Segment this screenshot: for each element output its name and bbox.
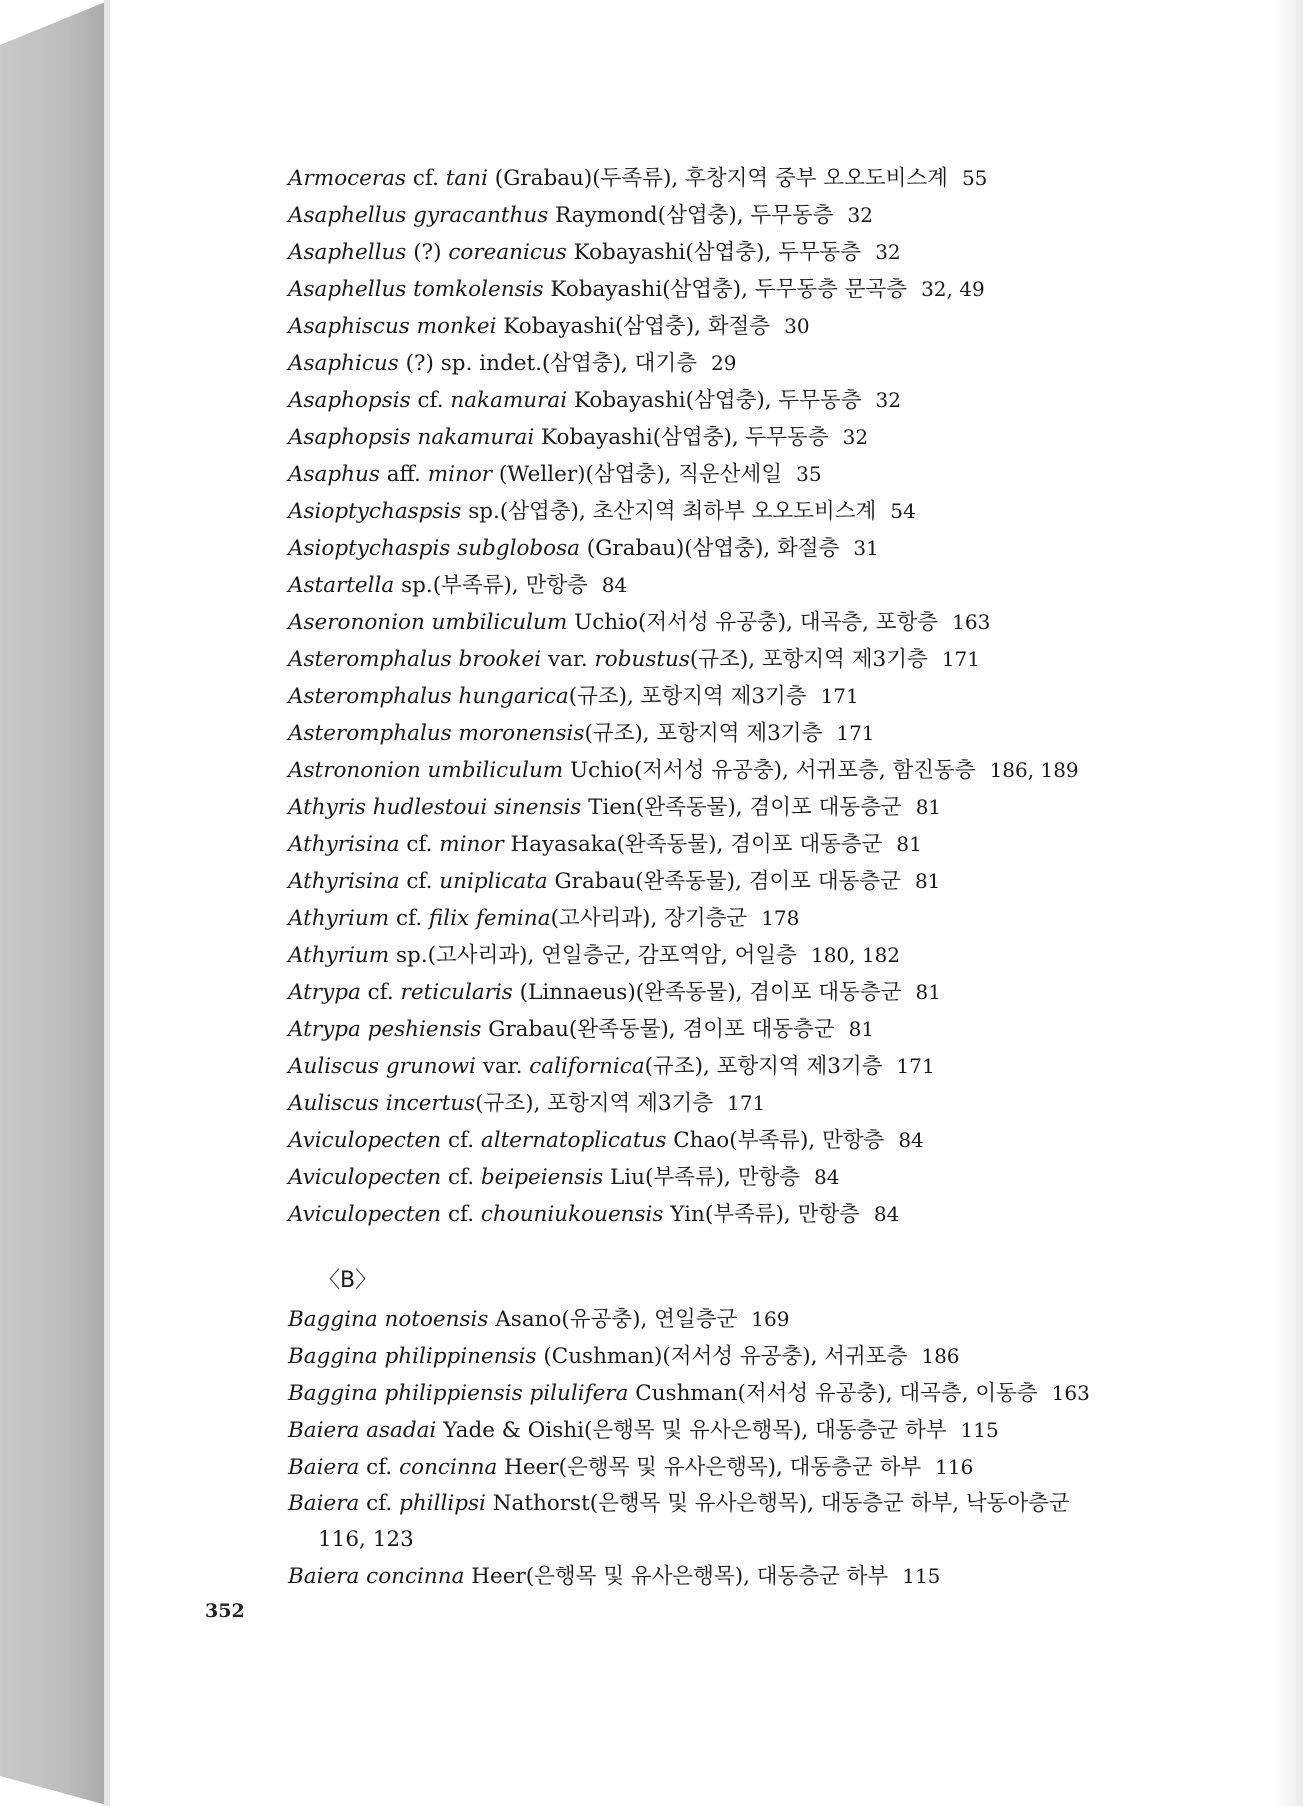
entry-text: cf. <box>399 869 440 894</box>
page-ref: 84 <box>814 1165 840 1189</box>
entry-text: (Cushman)(저서성 유공충), 서귀포층 <box>536 1344 908 1369</box>
taxon-name: Aviculopecten <box>288 1128 442 1153</box>
entry-text-2: Grabau(완족동물), 겸이포 대동층군 <box>547 869 901 894</box>
entry-text: cf. <box>441 1202 481 1227</box>
index-entry <box>288 1375 1248 1412</box>
taxon-name: Asaphiscus monkei <box>288 314 497 339</box>
page-ref: 84 <box>898 1128 924 1152</box>
entry-text: var. <box>541 647 595 672</box>
page-right-edge <box>1275 0 1303 1806</box>
entry-text: (?) <box>406 240 449 265</box>
entry-text-2: Liu(부족류), 만항층 <box>603 1165 801 1190</box>
entry-text: Kobayashi(삼엽충), 두무동층 문곡층 <box>543 277 908 302</box>
taxon-epithet: californica <box>529 1054 645 1079</box>
entry-text: Raymond(삼엽충), 두무동층 <box>548 203 834 228</box>
taxon-name: Baggina philippiensis pilulifera <box>288 1381 629 1406</box>
index-entry <box>288 1486 1248 1522</box>
taxon-name: Athyris hudlestoui sinensis <box>288 795 582 820</box>
taxon-epithet: tani <box>445 166 488 191</box>
entry-text: sp.(부족류), 만항층 <box>394 573 588 598</box>
entry-text-2: (규조), 포항지역 제3기층 <box>689 647 928 672</box>
page-ref: 31 <box>853 536 879 560</box>
entry-text: cf. <box>359 1491 400 1516</box>
page-ref: 29 <box>710 351 737 375</box>
entry-text: Tien(완족동물), 겸이포 대동층군 <box>581 795 902 820</box>
page-ref: 54 <box>890 499 916 523</box>
index-entry <box>288 419 1248 456</box>
index-entry <box>288 1449 1248 1486</box>
entry-text: cf. <box>360 980 401 1005</box>
index-entry <box>288 493 1248 530</box>
page-ref: 171 <box>896 1054 935 1078</box>
index-entry <box>288 863 1248 900</box>
entry-text: Uchio(저서성 유공충), 대곡층, 포항층 <box>567 610 939 635</box>
index-entry <box>288 160 1248 197</box>
entry-text: (Grabau)(삼엽충), 화절층 <box>579 536 840 561</box>
entry-text-2: (고사리과), 장기층군 <box>550 906 748 931</box>
entry-text: Grabau(완족동물), 겸이포 대동층군 <box>481 1017 835 1042</box>
entry-text: sp.(삼엽충), 초산지역 최하부 오오도비스계 <box>461 499 877 524</box>
page-ref: 163 <box>1051 1381 1090 1405</box>
index-entry <box>288 197 1248 234</box>
index-entry <box>288 271 1248 308</box>
taxon-epithet: minor <box>439 832 504 857</box>
page-ref: 35 <box>796 462 822 486</box>
taxon-epithet: reticularis <box>400 980 513 1005</box>
taxon-name: Asaphellus tomkolensis <box>288 277 544 302</box>
page-ref: 32 <box>842 425 869 449</box>
page-ref: 81 <box>915 980 941 1004</box>
index-entry <box>288 604 1248 641</box>
entry-text: Heer(은행목 및 유사은행목), 대동층군 하부 <box>464 1564 889 1589</box>
index-entry <box>288 308 1248 345</box>
entry-text: (규조), 포항지역 제3기층 <box>584 721 823 746</box>
entry-text-2: (Weller)(삼엽충), 직운산세일 <box>492 462 783 487</box>
page-ref: 171 <box>941 647 980 671</box>
index-entry <box>288 1338 1248 1375</box>
index-entry <box>288 937 1248 974</box>
taxon-epithet: coreanicus <box>448 240 567 265</box>
page-ref: 171 <box>836 721 875 745</box>
page-ref: 169 <box>751 1307 790 1331</box>
entry-text: cf. <box>359 1455 400 1480</box>
page-ref: 115 <box>960 1418 999 1442</box>
page-ref: 81 <box>914 869 941 893</box>
page-ref: 32 <box>875 388 901 412</box>
page-ref: 186, 189 <box>989 758 1079 782</box>
taxon-name: Asaphus <box>288 462 380 487</box>
page-ref: 81 <box>915 795 942 819</box>
index-entry <box>288 715 1248 752</box>
taxon-name: Armoceras <box>288 166 407 191</box>
entry-text: cf. <box>410 388 451 413</box>
taxon-name: Asaphopsis <box>288 388 411 413</box>
page-ref: 84 <box>601 573 628 597</box>
page-ref: 30 <box>784 314 810 338</box>
entry-text: aff. <box>379 462 428 487</box>
entry-text: (?) sp. indet.(삼엽충), 대기층 <box>398 351 697 376</box>
taxon-name: Atrypa peshiensis <box>288 1017 482 1042</box>
entry-text: (규조), 포항지역 제3기층 <box>568 684 807 709</box>
entry-text-2: (규조), 포항지역 제3기층 <box>644 1054 883 1079</box>
entry-text: cf. <box>441 1128 481 1153</box>
taxon-name: Asaphellus <box>288 240 407 265</box>
page-ref: 84 <box>873 1202 900 1226</box>
taxon-epithet: robustus <box>594 647 690 672</box>
taxon-name: Atrypa <box>288 980 361 1005</box>
taxon-name: Astrononion umbiliculum <box>288 758 564 783</box>
taxon-epithet: uniplicata <box>439 869 548 894</box>
taxon-name: Baiera concinna <box>288 1564 465 1589</box>
page-ref: 32, 49 <box>921 277 985 301</box>
taxon-epithet: beipeiensis <box>480 1165 604 1190</box>
index-entry <box>288 234 1248 271</box>
page-ref: 81 <box>896 832 922 856</box>
taxon-name: Baiera <box>288 1491 360 1516</box>
entry-text-2: (Grabau)(두족류), 후창지역 중부 오오도비스계 <box>487 166 948 191</box>
taxon-name: Aserononion umbiliculum <box>288 610 568 635</box>
index-entry <box>288 1196 1248 1233</box>
entry-text-2: Hayasaka(완족동물), 겸이포 대동층군 <box>503 832 883 857</box>
page-ref: 55 <box>961 166 988 190</box>
page-ref: 171 <box>727 1091 766 1115</box>
taxon-name: Baggina philippinensis <box>288 1344 537 1369</box>
page-ref: 171 <box>820 684 859 708</box>
entry-text: cf. <box>399 832 440 857</box>
taxon-epithet: nakamurai <box>450 388 568 413</box>
index-entry <box>288 1412 1248 1449</box>
taxon-name: Astartella <box>288 573 395 598</box>
entry-text: cf. <box>389 906 429 931</box>
section-b-heading: 〈B〉 <box>318 1268 378 1293</box>
book-page <box>110 0 1275 1806</box>
entry-text: cf. <box>406 166 446 191</box>
entry-text: var. <box>475 1054 530 1079</box>
index-list-a <box>288 160 1248 1233</box>
taxon-name: Baiera <box>288 1455 360 1480</box>
index-list-b <box>288 1301 1248 1595</box>
entry-text: Kobayashi(삼엽충), 두무동층 <box>534 425 829 450</box>
entry-text: Yade & Oishi(은행목 및 유사은행목), 대동층군 하부 <box>436 1418 947 1443</box>
index-entry <box>288 345 1248 382</box>
taxon-name: Auliscus incertus <box>288 1091 476 1116</box>
index-entry <box>288 1558 1248 1595</box>
index-entry <box>288 1122 1248 1159</box>
taxon-epithet: phillipsi <box>399 1491 486 1516</box>
entry-text: Cushman(저서성 유공충), 대곡층, 이동층 <box>628 1381 1038 1406</box>
index-entry <box>288 1011 1248 1048</box>
index-entry <box>288 752 1248 789</box>
entry-text: cf. <box>441 1165 481 1190</box>
page-ref: 81 <box>848 1017 875 1041</box>
index-entry <box>288 974 1248 1011</box>
taxon-name: Asteromphalus moronensis <box>288 721 585 746</box>
index-entry <box>288 456 1248 493</box>
taxon-name: Athyrium <box>288 943 390 968</box>
page-ref: 116 <box>935 1455 974 1479</box>
entry-text: (규조), 포항지역 제3기층 <box>475 1091 714 1116</box>
taxon-epithet: minor <box>427 462 493 487</box>
index-entry <box>288 530 1248 567</box>
page-ref: 115 <box>902 1564 941 1588</box>
page-number: 352 <box>205 1600 245 1622</box>
taxon-name: Baggina notoensis <box>288 1307 489 1332</box>
taxon-name: Asteromphalus hungarica <box>288 684 569 709</box>
index-entry <box>288 900 1248 937</box>
index-content <box>288 160 1248 1595</box>
taxon-name: Asaphopsis nakamurai <box>288 425 535 450</box>
index-entry <box>288 1048 1248 1085</box>
index-entry <box>288 826 1248 863</box>
index-entry <box>288 382 1248 419</box>
entry-text-2: Chao(부족류), 만항층 <box>666 1128 885 1153</box>
entry-text-2: Nathorst(은행목 및 유사은행목), 대동층군 하부, 낙동아층군 <box>485 1491 1070 1516</box>
index-entry <box>288 678 1248 715</box>
entry-text: Asano(유공충), 연일층군 <box>488 1307 738 1332</box>
entry-continuation: 116, 123 <box>318 1527 414 1552</box>
entry-text-2: Kobayashi(삼엽충), 두무동층 <box>566 240 862 265</box>
taxon-epithet: concinna <box>399 1455 498 1480</box>
taxon-name: Auliscus grunowi <box>288 1054 476 1079</box>
taxon-name: Asaphellus gyracanthus <box>288 203 549 228</box>
entry-text-2: (Linnaeus)(완족동물), 겸이포 대동층군 <box>512 980 902 1005</box>
page-ref: 32 <box>875 240 901 264</box>
taxon-epithet: alternatoplicatus <box>480 1128 667 1153</box>
taxon-name: Asioptychaspis subglobosa <box>288 536 580 561</box>
page-ref: 163 <box>952 610 991 634</box>
index-entry <box>288 567 1248 604</box>
taxon-name: Asioptychaspsis <box>288 499 462 524</box>
taxon-name: Baiera asadai <box>288 1418 437 1443</box>
index-entry <box>288 1085 1248 1122</box>
entry-text: Kobayashi(삼엽충), 화절층 <box>496 314 771 339</box>
taxon-name: Aviculopecten <box>288 1165 442 1190</box>
taxon-epithet: filix femina <box>428 906 551 931</box>
taxon-name: Athyrisina <box>288 832 400 857</box>
taxon-name: Asteromphalus brookei <box>288 647 542 672</box>
entry-text-2: Yin(부족류), 만항층 <box>663 1202 860 1227</box>
entry-text: sp.(고사리과), 연일층군, 감포역암, 어일층 <box>389 943 797 968</box>
page-ref: 32 <box>847 203 873 227</box>
page-ref: 180, 182 <box>810 943 901 967</box>
page-ref: 186 <box>921 1344 960 1368</box>
taxon-name: Athyrium <box>288 906 390 931</box>
entry-text-2: Heer(은행목 및 유사은행목), 대동층군 하부 <box>497 1455 922 1480</box>
taxon-name: Aviculopecten <box>288 1202 442 1227</box>
taxon-name: Athyrisina <box>288 869 400 894</box>
taxon-epithet: chouniukouensis <box>480 1202 664 1227</box>
index-entry <box>288 641 1248 678</box>
index-entry <box>288 1159 1248 1196</box>
entry-text-2: Kobayashi(삼엽충), 두무동층 <box>567 388 862 413</box>
index-entry <box>288 1301 1248 1338</box>
entry-text: Uchio(저서성 유공충), 서귀포층, 함진동층 <box>563 758 976 783</box>
page-ref: 178 <box>761 906 800 930</box>
taxon-name: Asaphicus <box>288 351 399 376</box>
book-spine-shadow <box>0 0 110 1806</box>
index-entry <box>288 789 1248 826</box>
